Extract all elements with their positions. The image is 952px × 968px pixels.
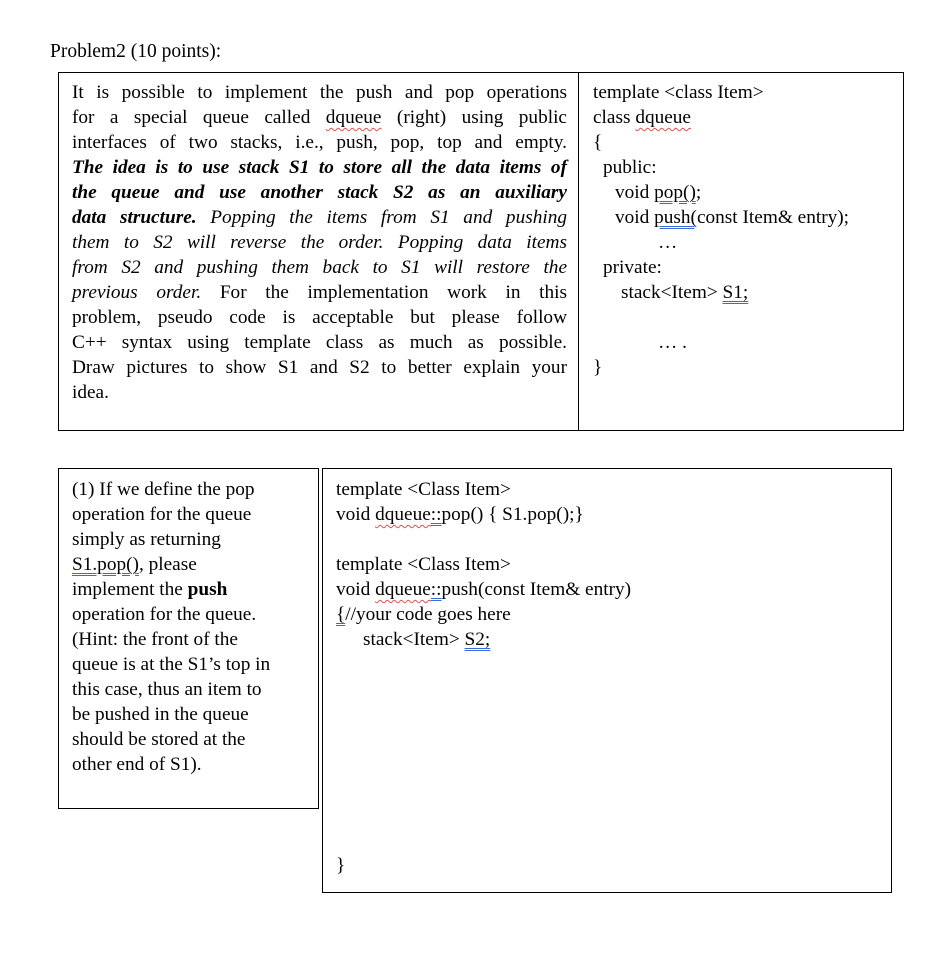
- problem-line: [72, 205, 567, 230]
- code-comment: //your code goes here: [345, 604, 511, 625]
- problem-plain: For the implementation work in this: [201, 282, 567, 303]
- question-line: operation for the queue.: [72, 604, 257, 625]
- code-line: {: [593, 132, 603, 153]
- question-line: this case, thus an item to: [72, 679, 262, 700]
- problem-line: the queue and use another stack S2 as an auxiliary: [72, 182, 567, 203]
- dqueue-term: dqueue: [635, 107, 691, 128]
- problem-line: for a special queue called: [72, 107, 326, 128]
- code-body: pop() { S1.pop();}: [441, 504, 584, 525]
- code-punct: ;: [695, 182, 702, 203]
- problem-line: them to S2 will reverse the order. Popping data items: [72, 232, 567, 253]
- code-line: public:: [603, 157, 657, 178]
- code-line: [336, 627, 631, 652]
- code-keyword: void: [615, 207, 655, 228]
- s1-pop-call: S1.pop(): [72, 554, 139, 575]
- code-line: template <Class Item>: [336, 554, 511, 575]
- problem-title: Problem2 (10 points):: [50, 41, 222, 62]
- problem-line: It is possible to implement the push and pop operations: [72, 82, 567, 103]
- dqueue-term: dqueue: [325, 107, 382, 128]
- code-line: [336, 502, 631, 527]
- code-line: [336, 602, 631, 627]
- question-line: [72, 577, 312, 602]
- problem-line: [72, 105, 567, 130]
- problem-description: [72, 80, 567, 405]
- question-fragment: , please: [138, 554, 197, 575]
- code-line: [593, 205, 849, 230]
- problem-line: [72, 280, 567, 305]
- code-line: [336, 577, 631, 602]
- scope-operator: ::: [430, 504, 442, 525]
- question-fragment: implement the: [72, 579, 188, 600]
- code-body: push(const Item& entry): [441, 579, 632, 600]
- code-line: …: [658, 232, 678, 253]
- problem-line: C++ syntax using template class as much as possible.: [72, 332, 567, 353]
- code-line: private:: [603, 257, 662, 278]
- question-line: queue is at the S1’s top in: [72, 654, 271, 675]
- dqueue-term: dqueue: [375, 579, 431, 600]
- problem-line: Draw pictures to show S1 and S2 to better explain your: [72, 357, 567, 378]
- class-declaration-code: [593, 80, 849, 380]
- code-line: [593, 180, 849, 205]
- question-line: [72, 552, 312, 577]
- problem-italic: Popping the items from S1 and pushing: [196, 207, 567, 228]
- code-line: template <class Item>: [593, 82, 764, 103]
- pop-method: pop(): [654, 182, 696, 203]
- problem-line: (right) using public: [381, 107, 567, 128]
- dqueue-term: dqueue: [375, 504, 431, 525]
- code-line: … .: [658, 332, 687, 353]
- problem-line: interfaces of two stacks, i.e., push, pop, top and empty.: [72, 132, 567, 153]
- s1-member: S1;: [722, 282, 749, 303]
- push-keyword: push: [187, 579, 228, 600]
- code-type: stack<Item>: [363, 629, 465, 650]
- code-line: [336, 527, 631, 552]
- question-line: other end of S1).: [72, 754, 202, 775]
- closing-brace: }: [336, 855, 346, 876]
- code-type: stack<Item>: [621, 282, 723, 303]
- code-keyword: void: [615, 182, 655, 203]
- question-line: be pushed in the queue: [72, 704, 249, 725]
- code-keyword: void: [336, 504, 376, 525]
- question-text: [72, 477, 312, 777]
- code-line: template <Class Item>: [336, 479, 511, 500]
- problem-italic: previous order.: [72, 282, 202, 303]
- question-line: (1) If we define the pop: [72, 479, 255, 500]
- code-line: [593, 105, 849, 130]
- scope-operator: ::: [430, 579, 442, 600]
- push-method: push(: [654, 207, 697, 228]
- code-param: const Item& entry);: [696, 207, 850, 228]
- problem-line: problem, pseudo code is acceptable but please follow: [72, 307, 567, 328]
- question-line: operation for the queue: [72, 504, 252, 525]
- problem-emphasis: data structure.: [72, 207, 197, 228]
- question-line: (Hint: the front of the: [72, 629, 238, 650]
- open-brace: {: [336, 604, 346, 625]
- question-line: should be stored at the: [72, 729, 246, 750]
- question-line: simply as returning: [72, 529, 221, 550]
- code-keyword: class: [593, 107, 636, 128]
- problem-line: from S2 and pushing them back to S1 will restore the: [72, 257, 567, 278]
- code-keyword: void: [336, 579, 376, 600]
- code-line: }: [593, 357, 603, 378]
- problem-line: The idea is to use stack S1 to store all the data items of: [72, 157, 567, 178]
- s2-variable: S2;: [464, 629, 491, 650]
- top-box-divider: [578, 72, 579, 431]
- problem-line: idea.: [72, 382, 109, 403]
- implementation-code: [336, 477, 631, 652]
- code-line: [593, 280, 849, 305]
- code-line: [593, 305, 849, 330]
